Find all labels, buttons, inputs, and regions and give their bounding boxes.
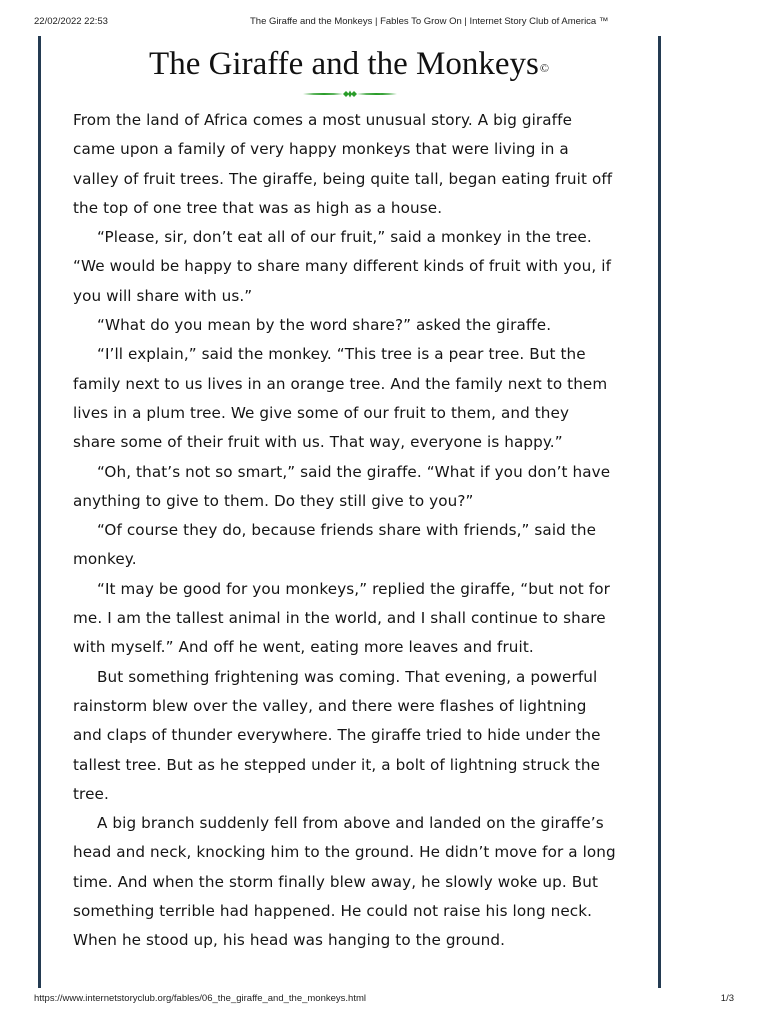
story-line: time. And when the storm finally blew away, he slowly woke up. But <box>73 872 599 891</box>
story-line: But something frightening was coming. That evening, a powerful <box>97 667 598 686</box>
story-line: From the land of Africa comes a most unusual story. A big giraffe <box>73 111 573 129</box>
page-border-left <box>38 36 41 988</box>
story-line: something terrible had happened. He could not raise his long neck. <box>73 902 593 921</box>
print-page-number: 1/3 <box>720 993 734 1004</box>
print-header <box>0 16 768 32</box>
story-line: rainstorm blew over the valley, and there were flashes of lightning <box>73 696 587 715</box>
story-line: family next to us lives in an orange tree. And the family next to them <box>73 374 608 393</box>
story-line: tree. <box>73 784 109 803</box>
story-line: head and neck, knocking him to the ground. He didn’t move for a long <box>73 843 616 862</box>
story-line: valley of fruit trees. The giraffe, being quite tall, began eating fruit off <box>73 169 613 188</box>
story-title <box>40 44 658 88</box>
story-line: “Of course they do, because friends share with friends,” said the <box>97 521 597 540</box>
ornament-divider-icon <box>303 89 397 99</box>
story-line: monkey. <box>73 550 137 569</box>
story-body <box>73 106 643 956</box>
story-line: When he stood up, his head was hanging to the ground. <box>73 931 506 950</box>
story-line: share some of their fruit with us. That way, everyone is happy.” <box>73 433 563 452</box>
print-footer <box>0 993 768 1009</box>
story-line: anything to give to them. Do they still give to you?” <box>73 491 474 510</box>
story-line: came upon a family of very happy monkeys that were living in a <box>73 140 569 159</box>
story-line: tallest tree. But as he stepped under it, a bolt of lightning struck the <box>73 755 601 774</box>
page-border-right <box>658 36 661 988</box>
story-line: “What do you mean by the word share?” asked the giraffe. <box>97 316 552 335</box>
story-line: and claps of thunder everywhere. The giraffe tried to hide under the <box>73 726 601 745</box>
story-line: lives in a plum tree. We give some of our fruit to them, and they <box>73 403 570 422</box>
story-line: “Please, sir, don’t eat all of our fruit,” said a monkey in the tree. <box>97 228 592 247</box>
story-line: you will share with us.” <box>73 286 253 305</box>
story-line: me. I am the tallest animal in the world, and I shall continue to share <box>73 609 606 628</box>
print-datetime: 22/02/2022 22:53 <box>34 16 108 27</box>
print-url: https://www.internetstoryclub.org/fables/06_the_giraffe_and_the_monkeys.html <box>34 993 366 1004</box>
story-line: “I’ll explain,” said the monkey. “This tree is a pear tree. But the <box>97 345 586 364</box>
story-line: with myself.” And off he went, eating more leaves and fruit. <box>73 638 534 657</box>
copyright-mark: © <box>539 61 549 75</box>
story-line: “We would be happy to share many different kinds of fruit with you, if <box>73 257 612 276</box>
story-line: “Oh, that’s not so smart,” said the giraffe. “What if you don’t have <box>97 462 611 481</box>
story-line: the top of one tree that was as high as a house. <box>73 198 443 217</box>
print-page-title: The Giraffe and the Monkeys | Fables To Grow On | Internet Story Club of America ™ <box>250 16 609 27</box>
story-line: A big branch suddenly fell from above and landed on the giraffe’s <box>97 814 604 833</box>
story-line: “It may be good for you monkeys,” replied the giraffe, “but not for <box>97 579 610 598</box>
story-title-text: The Giraffe and the Monkeys <box>149 46 539 82</box>
